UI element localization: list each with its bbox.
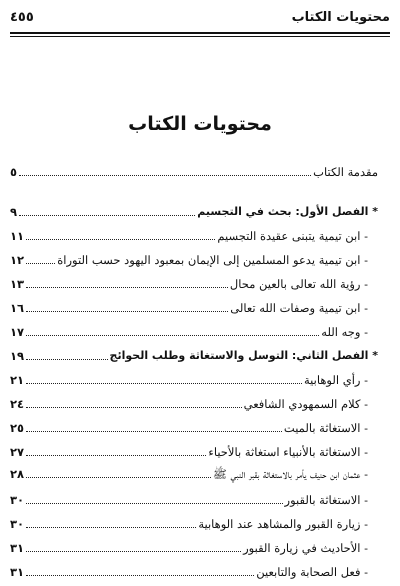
toc-entry-label: - الاستغاثة بالقبور (284, 493, 368, 507)
toc-entry (10, 160, 378, 180)
toc-entry (10, 320, 378, 340)
toc-entry-page: ١٧ (10, 325, 25, 339)
toc-entry (10, 224, 378, 244)
header-rule (10, 32, 390, 37)
toc-entry (10, 560, 378, 580)
dot-leader (26, 383, 302, 384)
toc-entry-page: ١٢ (10, 253, 25, 267)
toc-entry-label: - ابن تيمية يتبنى عقيدة التجسيم (217, 229, 368, 243)
dot-leader (26, 359, 108, 360)
toc-entry (10, 296, 378, 316)
toc-entry-page: ١٦ (10, 301, 25, 315)
dot-leader (19, 175, 311, 176)
toc-entry-label: - كلام السمهودي الشافعي (243, 397, 368, 411)
toc-entry-page: ٢٧ (10, 445, 25, 459)
toc-entry-page: ١٣ (10, 277, 25, 291)
dot-leader (26, 503, 282, 504)
dot-leader (26, 477, 211, 478)
dot-leader (26, 239, 215, 240)
toc-entry (10, 440, 378, 460)
toc-entry-label: - رأي الوهابية (304, 373, 368, 387)
toc-entry-label: - عثمان ابن حنيف يأمر بالاستغاثة بقبر النبي ﷺ (212, 467, 368, 481)
toc-entry (10, 512, 378, 532)
toc-entry (10, 488, 378, 508)
page-number: ٤٥٥ (10, 10, 34, 25)
dot-leader (26, 551, 241, 552)
toc-entry (10, 248, 378, 268)
toc-entry-label: - فعل الصحابة والتابعين (256, 565, 368, 579)
toc-entry-page: ٣١ (10, 565, 25, 579)
toc-entry-page: ٣١ (10, 541, 25, 555)
toc-entry-label: - ابن تيمية وصفات الله تعالى (230, 301, 368, 315)
toc-entry (10, 200, 378, 220)
toc-entry-page: ٢٥ (10, 421, 25, 435)
toc-entry (10, 462, 378, 482)
dot-leader (26, 527, 196, 528)
toc-entry-page: ٢٤ (10, 397, 25, 411)
toc-entry-page: ٥ (10, 165, 18, 179)
toc-entry (10, 368, 378, 388)
toc-entry-label: - ابن تيمية يدعو المسلمين إلى الإيمان بمعبود اليهود حسب التوراة (57, 253, 368, 267)
toc-entry-page: ٩ (10, 205, 18, 219)
toc-entry-page: ١١ (10, 229, 25, 243)
page-title: محتويات الكتاب (128, 113, 272, 135)
toc-entry-label: - وجه الله (321, 325, 368, 339)
dot-leader (26, 287, 228, 288)
toc-entry-label: - الاستغاثة بالأنبياء استغاثة بالأحياء (208, 445, 368, 459)
dot-leader (26, 431, 282, 432)
dot-leader (26, 335, 319, 336)
toc-entry-page: ٣٠ (10, 493, 25, 507)
running-header (10, 10, 390, 34)
dot-leader (26, 407, 242, 408)
running-title: محتويات الكتاب (291, 10, 390, 25)
dot-leader (26, 575, 254, 576)
dot-leader (26, 455, 206, 456)
toc-entry (10, 536, 378, 556)
dot-leader (19, 215, 195, 216)
toc-entry-page: ٣٠ (10, 517, 25, 531)
toc-entry (10, 272, 378, 292)
toc-entry-label: - زيارة القبور والمشاهد عند الوهابية (198, 517, 368, 531)
dot-leader (26, 263, 55, 264)
toc-entry (10, 416, 378, 436)
toc-entry-label: * الفصل الأول: بحث في التجسيم (197, 205, 378, 218)
toc-entry (10, 392, 378, 412)
dot-leader (26, 311, 228, 312)
toc-entry-label: - الاستغاثة بالميت (283, 421, 368, 435)
toc-entry-label: - الأحاديث في زيارة القبور (243, 541, 368, 555)
toc-entry-page: ١٩ (10, 349, 25, 363)
toc-entry (10, 344, 378, 364)
toc-entry-page: ٢٨ (10, 467, 25, 481)
toc-entry-label: مقدمة الكتاب (313, 165, 378, 179)
toc-entry-page: ٢١ (10, 373, 25, 387)
toc-entry-label: - رؤية الله تعالى بالعين محال (229, 277, 368, 291)
toc-entry-label: * الفصل الثاني: التوسل والاستغاثة وطلب الحوائج (109, 349, 378, 362)
